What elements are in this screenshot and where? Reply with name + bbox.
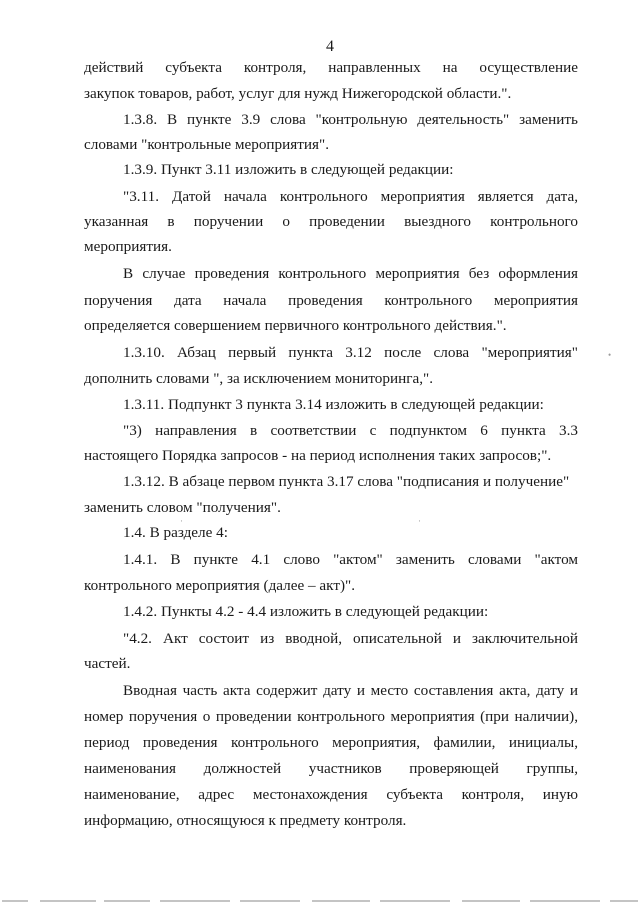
scan-speck: · xyxy=(180,516,183,526)
text-line: закупок товаров, работ, услуг для нужд Нижегородской области.". xyxy=(84,85,512,102)
text-line: период проведения контрольного мероприятия, фамилии, инициалы, xyxy=(84,734,578,751)
text-line: "3.11. Датой начала контрольного мероприятия является дата, xyxy=(123,188,578,205)
text-line: "4.2. Акт состоит из вводной, описательной и заключительной xyxy=(123,630,578,647)
text-line: 1.3.8. В пункте 3.9 слова "контрольную деятельность" заменить xyxy=(123,111,578,128)
text-line: 1.4.1. В пункте 4.1 слово "актом" заменить словами "актом xyxy=(123,551,578,568)
text-line: словами "контрольные мероприятия". xyxy=(84,136,329,153)
text-line: 1.3.9. Пункт 3.11 изложить в следующей редакции: xyxy=(123,161,454,178)
text-line: мероприятия. xyxy=(84,238,172,255)
text-line: информацию, относящуюся к предмету контроля. xyxy=(84,812,407,829)
text-line: наименование, адрес местонахождения субъекта контроля, иную xyxy=(84,786,578,803)
text-line: частей. xyxy=(84,655,131,672)
text-line: 1.4. В разделе 4: xyxy=(123,524,228,541)
text-line: 1.3.10. Абзац первый пункта 3.12 после слова "мероприятия" xyxy=(123,344,578,361)
scan-edge-marks xyxy=(0,893,640,905)
text-line: наименования должностей участников проверяющей группы, xyxy=(84,760,578,777)
text-line: заменить словом "получения". xyxy=(84,499,281,516)
text-line: В случае проведения контрольного мероприятия без оформления xyxy=(123,265,578,282)
text-line: указанная в поручении о проведении выездного контрольного xyxy=(84,213,578,230)
scan-speck: · xyxy=(418,516,421,526)
text-line: дополнить словами ", за исключением мониторинга,". xyxy=(84,370,434,387)
text-line: Вводная часть акта содержит дату и место составления акта, дату и xyxy=(123,682,578,699)
text-line: 1.3.12. В абзаце первом пункта 3.17 слова "подписания и получение" xyxy=(123,473,570,490)
text-line: номер поручения о проведении контрольного мероприятия (при наличии), xyxy=(84,708,578,725)
text-line: определяется совершением первичного контрольного действия.". xyxy=(84,317,507,334)
text-line: 1.3.11. Подпункт 3 пункта 3.14 изложить в следующей редакции: xyxy=(123,396,544,413)
scan-speck: • xyxy=(608,350,612,360)
text-line: действий субъекта контроля, направленных на осуществление xyxy=(84,59,578,76)
page-number: 4 xyxy=(326,38,334,55)
text-line: поручения дата начала проведения контрольного мероприятия xyxy=(84,292,578,309)
text-line: контрольного мероприятия (далее – акт)". xyxy=(84,577,356,594)
text-line: настоящего Порядка запросов - на период исполнения таких запросов;". xyxy=(84,447,552,464)
text-line: 1.4.2. Пункты 4.2 - 4.4 изложить в следующей редакции: xyxy=(123,603,489,620)
text-line: "3) направления в соответствии с подпунктом 6 пункта 3.3 xyxy=(123,422,578,439)
